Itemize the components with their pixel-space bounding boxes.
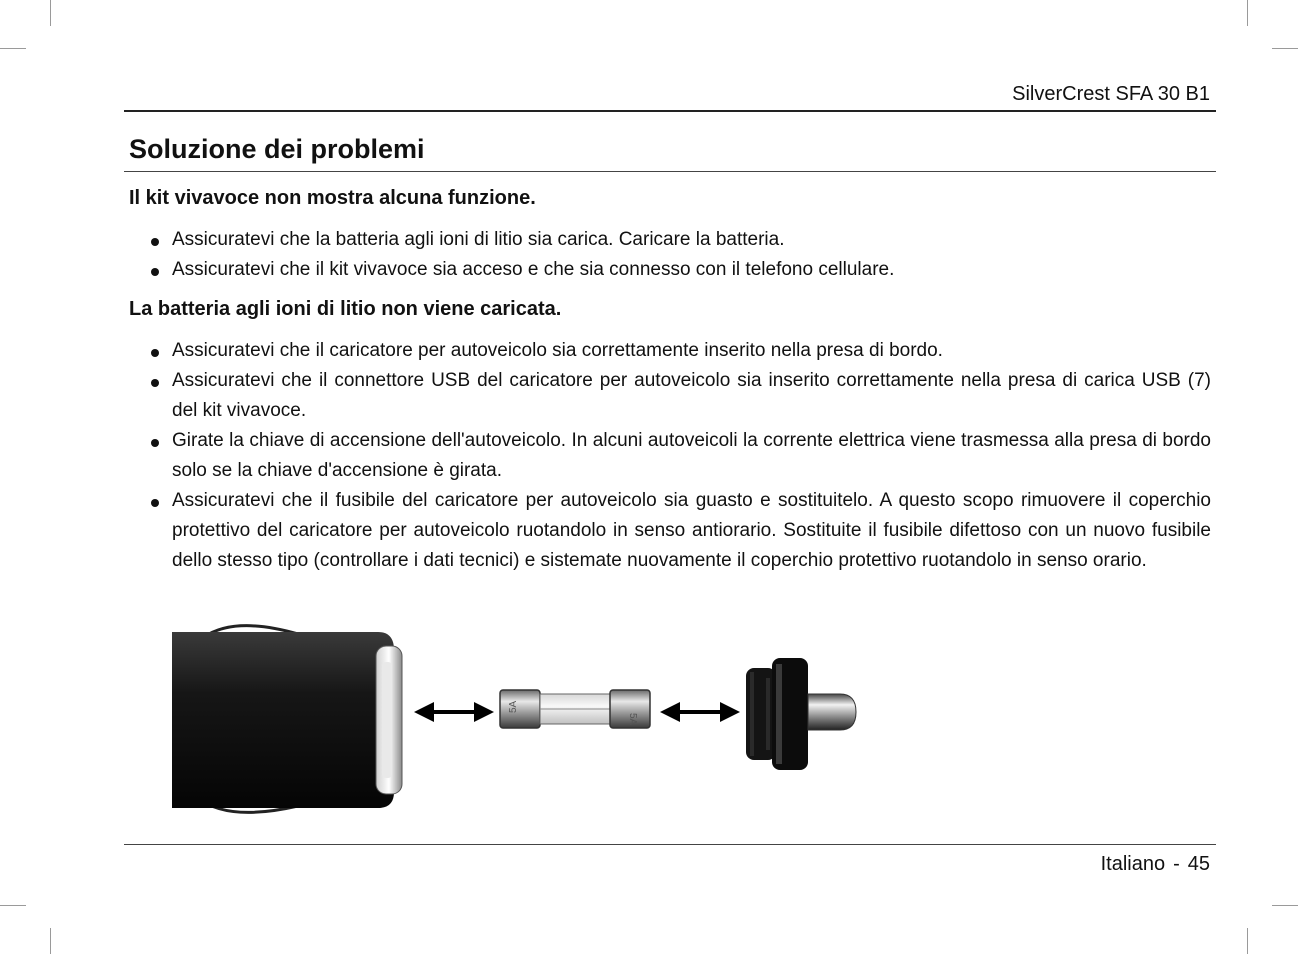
footer-separator: - — [1173, 853, 1180, 875]
crop-mark — [1247, 0, 1248, 26]
protective-cap — [746, 658, 856, 770]
bullet-icon — [151, 439, 159, 447]
car-charger — [172, 626, 402, 813]
list-item-text: Assicuratevi che il fusibile del caricatore per autoveicolo sia guasto e sostituitelo. A questo scopo rimuovere il coperchio protettivo del caricatore per autoveicolo ruotandolo in senso antiorario. Sostituite il fusibile difettoso con un nuovo fusibile dello stesso tipo (controllare i dati tecnici) e sistemate nuovamente il coperchio protettivo ruotandolo in senso orario. — [172, 490, 1211, 571]
fuse — [500, 690, 650, 728]
list-item-text: Assicuratevi che il kit vivavoce sia acceso e che sia connesso con il telefono cellulare. — [172, 259, 895, 280]
fuse-marking: 5A — [508, 700, 519, 713]
list-item-text: Assicuratevi che la batteria agli ioni di litio sia carica. Caricare la batteria. — [172, 229, 785, 250]
bullet-icon — [151, 379, 159, 387]
section-heading: Il kit vivavoce non mostra alcuna funzione. — [129, 187, 536, 209]
fuse-replacement-figure — [168, 622, 868, 818]
list-item — [149, 486, 1211, 576]
list-item — [149, 255, 1211, 285]
section-heading: La batteria agli ioni di litio non viene caricata. — [129, 298, 562, 320]
list-item-text: Assicuratevi che il connettore USB del caricatore per autoveicolo sia inserito correttamente nella presa di carica USB (7) del kit vivavoce. — [172, 370, 1211, 421]
list-item-text: Girate la chiave di accensione dell'autoveicolo. In alcuni autoveicoli la corrente elettrica viene trasmessa alla presa di bordo solo se la chiave d'accensione è girata. — [172, 430, 1211, 481]
double-arrow-icon — [414, 702, 494, 722]
page-title: Soluzione dei problemi — [129, 134, 425, 164]
crop-mark — [0, 905, 26, 906]
bullet-icon — [151, 499, 159, 507]
bullet-list — [149, 336, 1211, 576]
double-arrow-icon — [660, 702, 740, 722]
crop-mark — [50, 928, 51, 954]
list-item-text: Assicuratevi che il caricatore per autoveicolo sia correttamente inserito nella presa di bordo. — [172, 340, 943, 361]
crop-mark — [1272, 905, 1298, 906]
list-item — [149, 366, 1211, 426]
header-rule — [124, 110, 1216, 112]
list-item — [149, 225, 1211, 255]
list-item — [149, 426, 1211, 486]
crop-mark — [1247, 928, 1248, 954]
fuse-marking: 5A — [627, 713, 638, 726]
crop-mark — [0, 48, 26, 49]
page-footer — [1101, 853, 1210, 876]
running-header: SilverCrest SFA 30 B1 — [1012, 83, 1210, 105]
title-rule — [124, 171, 1216, 172]
bullet-icon — [151, 349, 159, 357]
bullet-icon — [151, 268, 159, 276]
bullet-icon — [151, 238, 159, 246]
list-item — [149, 336, 1211, 366]
bullet-list — [149, 225, 1211, 285]
crop-mark — [50, 0, 51, 26]
page-number: 45 — [1187, 853, 1210, 875]
footer-rule — [124, 844, 1216, 845]
footer-language: Italiano — [1100, 853, 1166, 875]
crop-mark — [1272, 48, 1298, 49]
